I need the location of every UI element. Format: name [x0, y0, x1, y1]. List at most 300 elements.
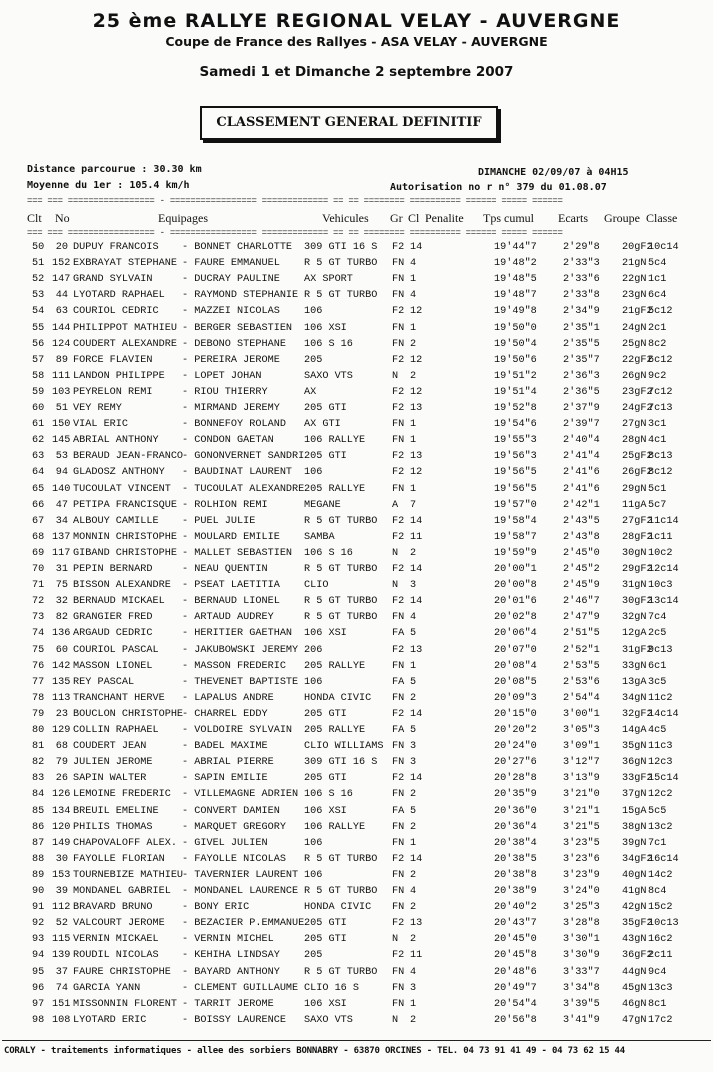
cell-no: 47	[55, 499, 68, 511]
cell-d2: - FAYOLLE NICOLAS	[182, 853, 286, 865]
cell-d1: TRANCHANT HERVE	[73, 692, 165, 704]
cell-no: 63	[55, 306, 68, 318]
cell-cl: 14	[410, 853, 423, 865]
cell-gr: FN	[392, 869, 405, 881]
cell-cl: 1	[410, 998, 417, 1010]
table-row	[0, 337, 713, 353]
cell-grp: 21gN	[622, 258, 647, 270]
cell-d2: - NEAU QUENTIN	[182, 564, 268, 575]
cell-d2: - BOISSY LAURENCE	[182, 1014, 286, 1026]
table-row	[0, 755, 713, 771]
cell-grp: 33gF2	[622, 773, 653, 785]
cell-no: 60	[55, 644, 68, 656]
cell-no: 82	[55, 612, 68, 624]
table-row	[0, 417, 713, 433]
cell-veh: 205 GTI	[304, 451, 347, 463]
cell-no: 126	[52, 789, 71, 801]
cell-gr: N	[392, 934, 399, 946]
cell-d1: ALBOUY CAMILLE	[73, 515, 159, 527]
cell-d2: - PEREIRA JEROME	[182, 354, 280, 366]
cell-cl: 4	[410, 258, 417, 270]
cell-cl: 2	[410, 789, 417, 801]
cell-tps: 19'57"0	[494, 499, 537, 511]
cell-d1: GLADOSZ ANTHONY	[73, 467, 165, 479]
cell-cl: 12	[410, 386, 423, 398]
cell-d1: COUDERT JEAN	[73, 741, 147, 753]
cell-gr: F2	[392, 515, 405, 527]
cell-gr: FN	[392, 692, 405, 704]
cell-no: 75	[55, 580, 68, 592]
cell-no: 129	[52, 725, 71, 736]
cell-ec: 2'34"9	[563, 306, 600, 318]
cell-cls: 8c12	[648, 467, 673, 479]
table-row	[0, 578, 713, 594]
table-row	[0, 482, 713, 498]
cell-grp: 36gF2	[622, 950, 653, 962]
cell-cls: 7c1	[648, 837, 667, 849]
cell-clt: 52	[32, 274, 45, 286]
cell-d1: GIBAND CHRISTOPHE	[73, 547, 177, 559]
cell-cls: 4c1	[648, 435, 667, 447]
cell-gr: N	[392, 580, 399, 592]
cell-veh: CLIO 16 S	[304, 982, 360, 994]
table-row	[0, 288, 713, 304]
cell-cl: 2	[410, 821, 417, 833]
cell-no: 44	[55, 290, 68, 302]
cell-d1: REY PASCAL	[73, 676, 135, 688]
cell-clt: 87	[32, 837, 45, 849]
cell-ec: 3'41"9	[563, 1014, 600, 1026]
cell-cl: 1	[410, 483, 417, 495]
separator-line: === === ================= - ================= ============= == == ======== ========== ====== ===== ======	[27, 196, 563, 206]
table-row	[0, 562, 713, 578]
cell-d2: - JAKUBOWSKI JEREMY	[182, 644, 299, 656]
cell-cls: 7c13	[648, 403, 673, 414]
cell-cl: 5	[410, 805, 417, 817]
table-row	[0, 771, 713, 787]
cell-ec: 2'36"5	[563, 386, 600, 398]
cell-d1: CHAPOVALOFF ALEX.	[73, 837, 177, 849]
cell-veh: 205 RALLYE	[304, 483, 366, 495]
cell-veh: 309 GTI 16 S	[304, 242, 378, 253]
cell-clt: 63	[32, 451, 45, 463]
cell-ec: 2'43"5	[563, 515, 600, 527]
cell-d2: - BAYARD ANTHONY	[182, 966, 280, 978]
cell-no: 20	[55, 242, 68, 253]
cell-ec: 2'45"9	[563, 580, 600, 592]
table-row	[0, 610, 713, 626]
cell-no: 152	[52, 258, 71, 270]
cell-no: 135	[52, 676, 71, 688]
footer-rule	[2, 1040, 711, 1041]
cell-veh: R 5 GT TURBO	[304, 596, 378, 608]
cell-no: 150	[52, 419, 71, 431]
cell-gr: FA	[392, 805, 405, 817]
cell-tps: 20'38"8	[494, 869, 537, 881]
cell-cls: 2c5	[648, 628, 667, 640]
cell-cls: 14c14	[648, 708, 679, 720]
cell-cl: 14	[410, 242, 423, 253]
cell-grp: 33gN	[622, 660, 647, 672]
cell-veh: AX	[304, 386, 317, 398]
cell-grp: 28gN	[622, 435, 647, 447]
table-row	[0, 675, 713, 691]
cell-d1: ROUDIL NICOLAS	[73, 950, 159, 962]
cell-cls: 10c14	[648, 242, 679, 253]
autorisation-label: Autorisation no r n° 379 du 01.08.07	[390, 182, 607, 193]
cell-tps: 19'52"8	[494, 403, 537, 414]
cell-d2: - VILLEMAGNE ADRIEN	[182, 789, 299, 801]
cell-veh: 106 XSI	[304, 628, 347, 640]
separator-line: === === ================= - ================= ============= == == ======== ========== ====== ===== ======	[27, 228, 563, 238]
cell-grp: 28gF2	[622, 531, 653, 543]
table-row	[0, 739, 713, 755]
cell-no: 145	[52, 435, 71, 447]
cell-grp: 26gF2	[622, 467, 653, 479]
cell-cls: 5c12	[648, 306, 673, 318]
table-row	[0, 932, 713, 948]
cell-clt: 79	[32, 708, 45, 720]
cell-ec: 2'33"8	[563, 290, 600, 302]
table-row	[0, 820, 713, 836]
cell-cls: 5c4	[648, 258, 667, 270]
cell-clt: 75	[32, 644, 45, 656]
table-row	[0, 691, 713, 707]
cell-no: 34	[55, 515, 68, 527]
cell-grp: 47gN	[622, 1014, 647, 1026]
cell-cls: 7c4	[648, 612, 667, 624]
cell-tps: 20'38"5	[494, 853, 537, 865]
cell-no: 37	[55, 966, 68, 978]
cell-no: 134	[52, 805, 71, 817]
cell-d2: - BEZACIER P.EMMANUE	[182, 918, 304, 930]
cell-grp: 34gF2	[622, 853, 653, 865]
cell-gr: A	[392, 499, 399, 511]
cell-no: 120	[52, 821, 71, 833]
cell-veh: 106 RALLYE	[304, 821, 366, 833]
cell-gr: F2	[392, 242, 405, 253]
cell-cls: 6c1	[648, 660, 667, 672]
cell-cl: 2	[410, 338, 417, 350]
cell-d2: - MIRMAND JEREMY	[182, 403, 280, 414]
table-row	[0, 272, 713, 288]
cell-cls: 14c2	[648, 869, 673, 881]
cell-d2: - MAZZEI NICOLAS	[182, 306, 280, 318]
cell-cl: 13	[410, 403, 423, 414]
table-row	[0, 385, 713, 401]
cell-d2: - GONONVERNET SANDRI	[182, 451, 304, 463]
cell-tps: 19'55"3	[494, 435, 537, 447]
cell-d1: FORCE FLAVIEN	[73, 354, 153, 366]
cell-d2: - ABRIAL PIERRE	[182, 757, 274, 769]
date-heure-label: DIMANCHE 02/09/07 à 04H15	[478, 167, 629, 178]
cell-ec: 3'30"9	[563, 950, 600, 962]
cell-grp: 42gN	[622, 902, 647, 914]
cell-veh: 106	[304, 306, 323, 318]
table-row	[0, 868, 713, 884]
cell-d1: EXBRAYAT STEPHANE	[73, 258, 177, 270]
cell-clt: 96	[32, 982, 45, 994]
cell-clt: 95	[32, 966, 45, 978]
cell-d1: DUPUY FRANCOIS	[73, 242, 159, 253]
cell-cl: 2	[410, 934, 417, 946]
cell-gr: FA	[392, 628, 405, 640]
cell-d1: LANDON PHILIPPE	[73, 370, 165, 382]
cell-d1: VEY REMY	[73, 403, 122, 414]
cell-d1: PHILIS THOMAS	[73, 821, 153, 833]
cell-cls: 17c2	[648, 1014, 673, 1026]
cell-d1: COURIOL CEDRIC	[73, 306, 159, 318]
cell-no: 117	[52, 547, 71, 559]
cell-d2: - TUCOULAT ALEXANDRE	[182, 483, 304, 495]
table-row	[0, 916, 713, 932]
cell-cl: 7	[410, 499, 417, 511]
cell-no: 68	[55, 741, 68, 753]
cell-clt: 58	[32, 370, 45, 382]
cell-no: 153	[52, 869, 71, 881]
cell-no: 113	[52, 692, 71, 704]
cell-d1: MONDANEL GABRIEL	[73, 886, 171, 897]
cell-d1: PEPIN BERNARD	[73, 564, 153, 575]
cell-gr: FA	[392, 725, 405, 736]
cell-cl: 3	[410, 757, 417, 769]
cell-gr: FN	[392, 998, 405, 1010]
cell-grp: 25gN	[622, 338, 647, 350]
cell-veh: 106 RALLYE	[304, 435, 366, 447]
cell-d1: SAPIN WALTER	[73, 773, 147, 785]
cell-tps: 19'56"5	[494, 483, 537, 495]
cell-grp: 30gF2	[622, 596, 653, 608]
cell-tps: 19'58"7	[494, 531, 537, 543]
cell-cls: 5c5	[648, 805, 667, 817]
col-ecarts: Ecarts	[558, 211, 588, 225]
cell-tps: 19'48"7	[494, 290, 537, 302]
col-penalite: Penalite	[425, 211, 464, 225]
classement-title: CLASSEMENT GENERAL DEFINITIF	[200, 106, 498, 140]
cell-gr: FA	[392, 676, 405, 688]
table-row	[0, 981, 713, 997]
cell-ec: 2'37"9	[563, 403, 600, 414]
cell-d1: MONNIN CHRISTOPHE	[73, 531, 177, 543]
cell-gr: F2	[392, 354, 405, 366]
col-tps-cumul: Tps cumul	[483, 211, 534, 225]
cell-d1: BISSON ALEXANDRE	[73, 580, 171, 592]
cell-cls: 9c2	[648, 370, 667, 382]
cell-cl: 1	[410, 274, 417, 286]
cell-tps: 19'56"3	[494, 451, 537, 463]
col-clt: Clt	[27, 211, 42, 225]
cell-grp: 31gN	[622, 580, 647, 592]
cell-no: 79	[55, 757, 68, 769]
cell-gr: FN	[392, 821, 405, 833]
cell-grp: 27gF2	[622, 515, 653, 527]
cell-cls: 10c13	[648, 918, 679, 930]
event-subtitle: Coupe de France des Rallyes - ASA VELAY - AUVERGNE	[165, 34, 548, 49]
cell-gr: FN	[392, 741, 405, 753]
cell-tps: 20'07"0	[494, 644, 537, 656]
distance-label: Distance parcourue : 30.30 km	[27, 164, 202, 175]
cell-veh: R 5 GT TURBO	[304, 515, 378, 527]
cell-tps: 19'58"4	[494, 515, 537, 527]
cell-clt: 76	[32, 660, 45, 672]
cell-ec: 3'00"1	[563, 708, 600, 720]
cell-ec: 3'21"1	[563, 805, 600, 817]
cell-clt: 98	[32, 1014, 45, 1026]
cell-grp: 25gF2	[622, 451, 653, 463]
cell-ec: 3'23"5	[563, 837, 600, 849]
cell-grp: 30gN	[622, 547, 647, 559]
cell-grp: 32gF2	[622, 708, 653, 720]
cell-clt: 91	[32, 902, 45, 914]
cell-gr: FN	[392, 660, 405, 672]
cell-cl: 4	[410, 966, 417, 978]
cell-gr: FN	[392, 886, 405, 897]
table-row	[0, 514, 713, 530]
cell-veh: 205 GTI	[304, 773, 347, 785]
cell-ec: 3'05"3	[563, 725, 600, 736]
cell-no: 111	[52, 370, 71, 382]
cell-veh: SAXO VTS	[304, 370, 353, 382]
cell-cls: 1c1	[648, 274, 667, 286]
cell-tps: 20'48"6	[494, 966, 537, 978]
cell-d1: PEYRELON REMI	[73, 386, 153, 398]
cell-d2: - MASSON FREDERIC	[182, 660, 286, 672]
cell-veh: 206	[304, 644, 323, 656]
cell-no: 124	[52, 338, 71, 350]
cell-veh: CLIO WILLIAMS	[304, 741, 384, 753]
cell-tps: 19'59"9	[494, 547, 537, 559]
cell-veh: 106 XSI	[304, 322, 347, 334]
cell-cl: 2	[410, 869, 417, 881]
cell-no: 94	[55, 467, 68, 479]
cell-no: 23	[55, 708, 68, 720]
cell-cl: 4	[410, 886, 417, 897]
cell-grp: 12gA	[622, 628, 647, 640]
cell-clt: 71	[32, 580, 45, 592]
cell-gr: F2	[392, 451, 405, 463]
table-row	[0, 997, 713, 1013]
cell-clt: 66	[32, 499, 45, 511]
cell-d1: GRANGIER FRED	[73, 612, 153, 624]
cell-tps: 20'54"4	[494, 998, 537, 1010]
cell-d2: - BONNEFOY ROLAND	[182, 419, 286, 431]
cell-d1: LYOTARD RAPHAEL	[73, 290, 165, 302]
cell-cl: 2	[410, 902, 417, 914]
cell-veh: 205	[304, 354, 323, 366]
cell-grp: 22gN	[622, 274, 647, 286]
cell-no: 144	[52, 322, 71, 334]
table-row	[0, 240, 713, 256]
cell-ec: 3'30"1	[563, 934, 600, 946]
cell-veh: 205 GTI	[304, 403, 347, 414]
cell-tps: 19'50"0	[494, 322, 537, 334]
cell-clt: 67	[32, 515, 45, 527]
cell-cl: 14	[410, 596, 423, 608]
cell-ec: 2'41"6	[563, 483, 600, 495]
cell-ec: 3'21"5	[563, 821, 600, 833]
cell-gr: F2	[392, 467, 405, 479]
cell-clt: 86	[32, 821, 45, 833]
cell-d1: JULIEN JEROME	[73, 757, 153, 769]
table-row	[0, 707, 713, 723]
cell-grp: 15gA	[622, 805, 647, 817]
cell-grp: 41gN	[622, 886, 647, 897]
cell-d2: - MALLET SEBASTIEN	[182, 547, 293, 559]
cell-d1: FAURE CHRISTOPHE	[73, 966, 171, 978]
table-row	[0, 884, 713, 900]
cell-cls: 12c2	[648, 789, 673, 801]
cell-veh: R 5 GT TURBO	[304, 258, 378, 270]
col-cl: Cl	[408, 211, 420, 225]
table-row	[0, 530, 713, 546]
cell-d2: - MONDANEL LAURENCE	[182, 886, 299, 897]
cell-clt: 93	[32, 934, 45, 946]
cell-veh: R 5 GT TURBO	[304, 853, 378, 865]
cell-gr: N	[392, 1014, 399, 1026]
table-row	[0, 659, 713, 675]
cell-grp: 44gN	[622, 966, 647, 978]
cell-ec: 2'41"6	[563, 467, 600, 479]
table-row	[0, 626, 713, 642]
cell-d1: BREUIL EMELINE	[73, 805, 159, 817]
cell-ec: 2'45"2	[563, 564, 600, 575]
table-row	[0, 256, 713, 272]
cell-d1: BERNAUD MICKAEL	[73, 596, 165, 608]
cell-clt: 82	[32, 757, 45, 769]
cell-grp: 35gN	[622, 741, 647, 753]
cell-grp: 22gF2	[622, 354, 653, 366]
cell-veh: 205	[304, 950, 323, 962]
cell-tps: 20'40"2	[494, 902, 537, 914]
cell-veh: 205 RALLYE	[304, 725, 366, 736]
cell-d1: ABRIAL ANTHONY	[73, 435, 159, 447]
cell-d2: - VOLDOIRE SYLVAIN	[182, 725, 293, 736]
cell-ec: 2'29"8	[563, 242, 600, 253]
cell-ec: 2'35"5	[563, 338, 600, 350]
cell-grp: 11gA	[622, 499, 647, 511]
cell-gr: FN	[392, 322, 405, 334]
cell-d1: BOUCLON CHRISTOPHE	[73, 708, 183, 720]
cell-no: 147	[52, 274, 71, 286]
cell-cls: 8c2	[648, 338, 667, 350]
table-row	[0, 353, 713, 369]
table-row	[0, 643, 713, 659]
cell-gr: FN	[392, 966, 405, 978]
cell-grp: 27gN	[622, 419, 647, 431]
cell-cls: 15c2	[648, 902, 673, 914]
cell-clt: 85	[32, 805, 45, 817]
cell-tps: 20'00"1	[494, 564, 537, 575]
cell-d2: - PUEL JULIE	[182, 515, 256, 527]
cell-clt: 78	[32, 692, 45, 704]
cell-gr: FN	[392, 274, 405, 286]
cell-ec: 3'23"9	[563, 869, 600, 881]
cell-no: 151	[52, 998, 71, 1010]
cell-cl: 14	[410, 773, 423, 785]
cell-ec: 3'34"8	[563, 982, 600, 994]
cell-d1: FAYOLLE FLORIAN	[73, 853, 165, 865]
cell-grp: 23gF2	[622, 386, 653, 398]
cell-veh: 106	[304, 467, 323, 479]
cell-d1: VALCOURT JEROME	[73, 918, 165, 930]
col-vehicules: Vehicules	[322, 211, 369, 225]
cell-clt: 62	[32, 435, 45, 447]
cell-clt: 68	[32, 531, 45, 543]
cell-gr: FN	[392, 902, 405, 914]
cell-cl: 14	[410, 515, 423, 527]
cell-clt: 74	[32, 628, 45, 640]
cell-cl: 2	[410, 692, 417, 704]
